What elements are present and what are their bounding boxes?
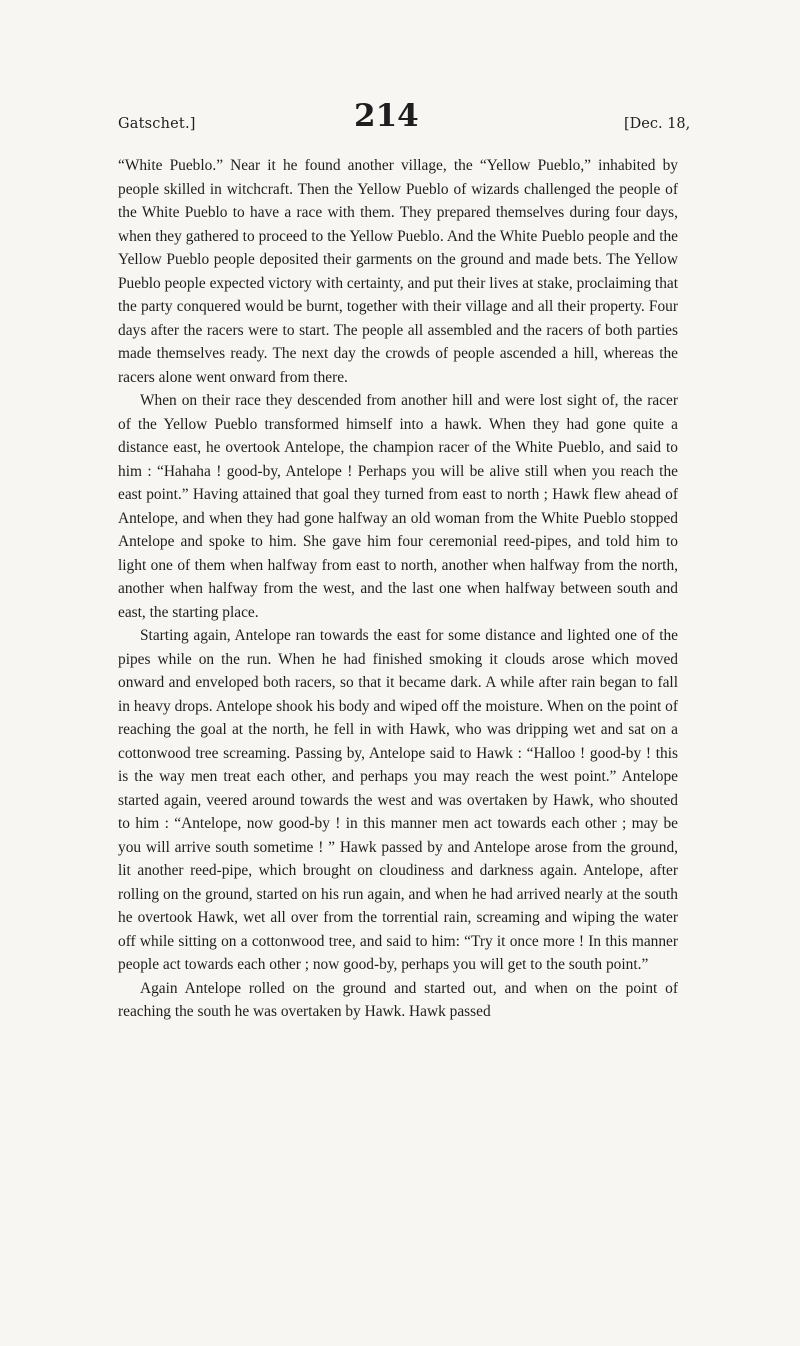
paragraph: Starting again, Antelope ran towards the east for some distance and lighted one of the pipes while on the run. When he had finished smoking it clouds arose which moved onward and enveloped both racers, so that it became dark. A while after rain began to fall in heavy drops. Antelope shook his body and wiped off the moisture. When on the point of reaching the goal at the north, he fell in with Hawk, who was dripping wet and sat on a cottonwood tree screaming. Passing by, Antelope said to Hawk : “Halloo ! good-by ! this is the way men treat each other, and perhaps you may reach the west point.” Antelope started again, veered around towards the west and was overtaken by Hawk, who shouted to him : “Antelope, now good-by ! in this manner men act towards each other ; may be you will arrive south sometime ! ” Hawk passed by and Antelope arose from the ground, lit another reed-pipe, which brought on cloudiness and darkness again. Antelope, after rolling on the ground, started on his run again, and when he had arrived nearly at the south he overtook Hawk, wet all over from the torrential rain, screaming and wiping the water off while sitting on a cottonwood tree, and said to him: “Try it once more ! In this manner people act towards each other ; now good-by, perhaps you will get to the south point.” (118, 627, 678, 973)
page-number: 214 (354, 98, 419, 134)
running-head-date: [Dec. 18, (624, 116, 691, 132)
body-text (118, 154, 678, 1024)
running-head-author: Gatschet.] (118, 116, 196, 132)
running-header (118, 98, 798, 138)
paragraph: Again Antelope rolled on the ground and started out, and when on the point of reaching the south he was overtaken by Hawk. Hawk passed (118, 979, 678, 1020)
paragraph: “White Pueblo.” Near it he found another village, the “Yellow Pueblo,” inhabited by people skilled in witchcraft. Then the Yellow Pueblo of wizards challenged the people of the White Pueblo to have a race with them. They prepared themselves during four days, when they gathered to proceed to the Yellow Pueblo. And the White Pueblo people and the Yellow Pueblo people deposited their garments on the ground and made bets. The Yellow Pueblo people expected victory with certainty, and put their lives at stake, proclaiming that the party conquered would be burnt, together with their village and all their property. Four days after the racers were to start. The people all assembled and the racers of both parties made themselves ready. The next day the crowds of people ascended a hill, whereas the racers alone went onward from there. (118, 157, 678, 386)
paragraph: When on their race they descended from another hill and were lost sight of, the racer of the Yellow Pueblo transformed himself into a hawk. When they had gone quite a distance east, he overtook Antelope, the champion racer of the White Pueblo, and said to him : “Hahaha ! good-by, Antelope ! Perhaps you will be alive still when you reach the east point.” Having attained that goal they turned from east to north ; Hawk flew ahead of Antelope, and when they had gone halfway an old woman from the White Pueblo stopped Antelope and spoke to him. She gave him four ceremonial reed-pipes, and told him to light one of them when halfway from east to north, another when halfway from the north, another when halfway from the west, and the last one when halfway between south and east, the starting place. (118, 392, 678, 621)
